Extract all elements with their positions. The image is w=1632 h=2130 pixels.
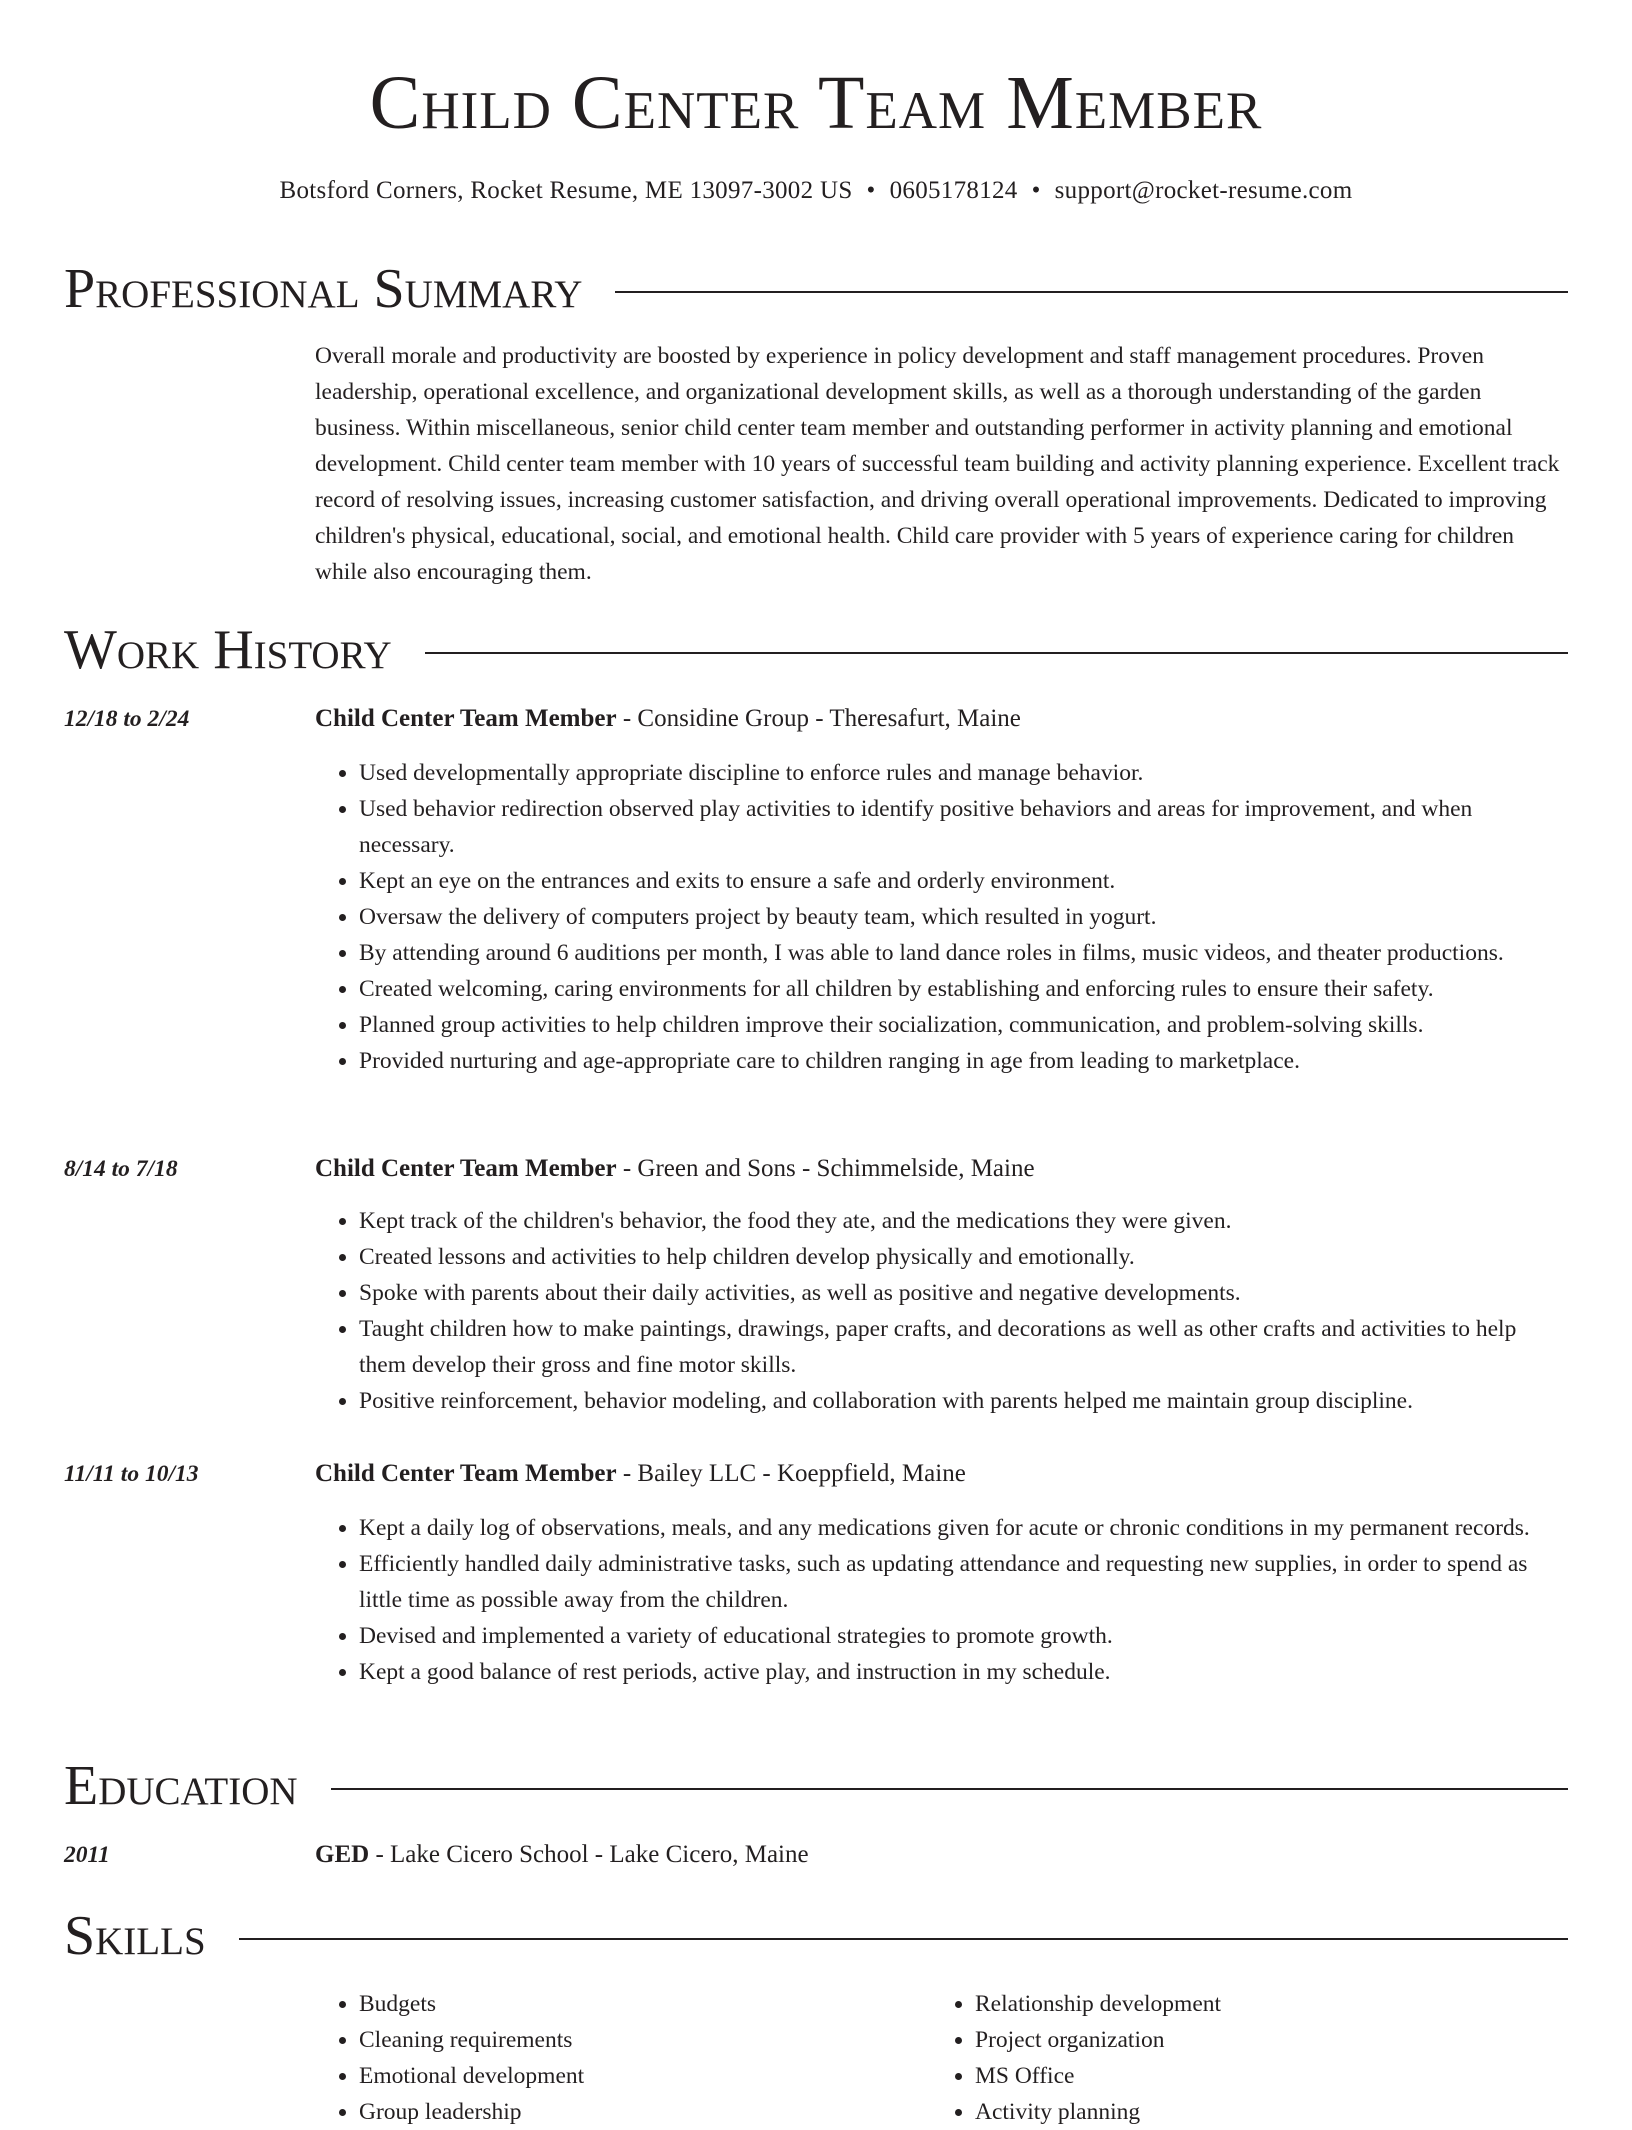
skills-bullets	[931, 1986, 1547, 2130]
job-heading	[315, 701, 1568, 737]
skills-section-header	[64, 1906, 1568, 1966]
skills-bullets	[315, 1986, 931, 2130]
job-bullets	[315, 1510, 1568, 1690]
skill-item: • Relationship development	[975, 1986, 1547, 2022]
skills-column-left	[315, 1986, 931, 2130]
job-title: Child Center Team Member	[315, 1460, 617, 1487]
summary-heading: Professional Summary	[64, 258, 583, 320]
job-employer: - Green and Sons - Schimmelside, Maine	[616, 1155, 1035, 1182]
skills-column-right	[931, 1986, 1547, 2130]
education-line	[315, 1837, 1568, 1873]
job-entry	[315, 1151, 1568, 1419]
job-bullet: • Taught children how to make paintings, drawings, paper crafts, and decorations as well as other crafts and activities to help them develop their gross and fine motor skills.	[359, 1311, 1568, 1383]
contact-separator: •	[1031, 177, 1041, 204]
job-bullet: • Kept a daily log of observations, meals, and any medications given for acute or chronic conditions in my permanent records.	[359, 1510, 1568, 1546]
section-divider	[425, 652, 1568, 654]
skill-item: • Emotional development	[359, 2058, 931, 2094]
job-bullet: • Kept track of the children's behavior, the food they ate, and the medications they were given.	[359, 1203, 1568, 1239]
job-bullets	[315, 1203, 1568, 1419]
work-heading: Work History	[64, 619, 392, 681]
education-school: - Lake Cicero School - Lake Cicero, Maine	[369, 1841, 809, 1868]
section-divider	[615, 291, 1568, 293]
education-entry	[315, 1837, 1568, 1873]
job-entry	[315, 1456, 1568, 1690]
skill-item: • Project organization	[975, 2022, 1547, 2058]
job-bullet: • Kept an eye on the entrances and exits to ensure a safe and orderly environment.	[359, 863, 1568, 899]
job-bullet: • Used behavior redirection observed play activities to identify positive behaviors and areas for improvement, and when necessary.	[359, 791, 1568, 863]
job-employer: - Bailey LLC - Koeppfield, Maine	[616, 1460, 966, 1487]
skill-item: • MS Office	[975, 2058, 1547, 2094]
job-bullet: • Used developmentally appropriate discipline to enforce rules and manage behavior.	[359, 755, 1568, 791]
job-dates: 11/11 to 10/13	[64, 1461, 199, 1487]
education-section-header	[64, 1756, 1568, 1816]
job-entry	[315, 701, 1568, 1079]
contact-phone: 0605178124	[889, 177, 1018, 204]
contact-line	[64, 174, 1568, 208]
skill-item: • Cleaning requirements	[359, 2022, 931, 2058]
job-title: Child Center Team Member	[315, 705, 617, 732]
education-degree: GED	[315, 1841, 370, 1868]
job-heading	[315, 1151, 1568, 1187]
job-heading	[315, 1456, 1568, 1492]
education-year: 2011	[64, 1842, 110, 1868]
job-bullet: • By attending around 6 auditions per month, I was able to land dance roles in films, music videos, and theater productions.	[359, 935, 1568, 971]
job-bullet: • Created lessons and activities to help children develop physically and emotionally.	[359, 1239, 1568, 1275]
contact-address: Botsford Corners, Rocket Resume, ME 13097-3002 US	[279, 177, 853, 204]
job-bullet: • Planned group activities to help children improve their socialization, communication, and problem-solving skills.	[359, 1007, 1568, 1043]
summary-section-header	[64, 259, 1568, 319]
job-employer: - Considine Group - Theresafurt, Maine	[616, 705, 1021, 732]
section-divider	[331, 1788, 1568, 1790]
work-section-header	[64, 620, 1568, 680]
contact-separator: •	[866, 177, 876, 204]
job-bullet: • Positive reinforcement, behavior modeling, and collaboration with parents helped me maintain group discipline.	[359, 1383, 1568, 1419]
job-dates: 12/18 to 2/24	[64, 706, 190, 732]
job-bullet: • Created welcoming, caring environments for all children by establishing and enforcing rules to ensure their safety.	[359, 971, 1568, 1007]
section-divider	[239, 1938, 1568, 1940]
job-bullet: • Kept a good balance of rest periods, active play, and instruction in my schedule.	[359, 1654, 1568, 1690]
skill-item: • Group leadership	[359, 2094, 931, 2130]
job-bullet: • Spoke with parents about their daily activities, as well as positive and negative developments.	[359, 1275, 1568, 1311]
contact-email: support@rocket-resume.com	[1054, 177, 1353, 204]
job-bullet: • Efficiently handled daily administrative tasks, such as updating attendance and requesting new supplies, in order to spend as little time as possible away from the children.	[359, 1546, 1568, 1618]
summary-text: Overall morale and productivity are boosted by experience in policy development and staff management procedures. Proven leadership, operational excellence, and organizational development skills, as well as a thorough understanding of the garden business. Within miscellaneous, senior child center team member and outstanding performer in activity planning and emotional development. Child center team member with 10 years of successful team building and activity planning experience. Excellent track record of resolving issues, increasing customer satisfaction, and driving overall operational improvements. Dedicated to improving children's physical, educational, social, and emotional health. Child care provider with 5 years of experience caring for children while also encouraging them.	[315, 343, 1560, 585]
skills-heading: Skills	[64, 1905, 206, 1967]
job-title: Child Center Team Member	[315, 1155, 617, 1182]
skill-item: • Budgets	[359, 1986, 931, 2022]
job-bullet: • Devised and implemented a variety of educational strategies to promote growth.	[359, 1618, 1568, 1654]
job-bullet: • Provided nurturing and age-appropriate care to children ranging in age from leading to marketplace.	[359, 1043, 1568, 1079]
job-bullets	[315, 755, 1568, 1079]
skill-item: • Activity planning	[975, 2094, 1547, 2130]
job-bullet: • Oversaw the delivery of computers project by beauty team, which resulted in yogurt.	[359, 899, 1568, 935]
education-heading: Education	[64, 1755, 298, 1817]
skills-list	[315, 1986, 1568, 2130]
job-dates: 8/14 to 7/18	[64, 1156, 178, 1182]
candidate-name: Child Center Team Member	[369, 61, 1263, 145]
